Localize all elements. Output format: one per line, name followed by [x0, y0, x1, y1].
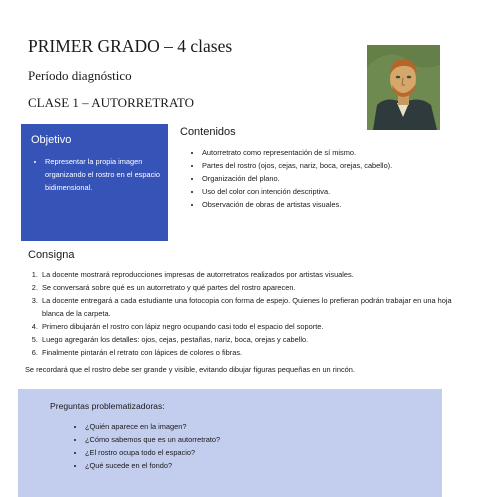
question-item: • ¿Qué sucede en el fondo?: [85, 459, 220, 472]
self-portrait-image: [367, 45, 440, 130]
period-label: Período diagnóstico: [28, 68, 132, 83]
list-item: • Observación de obras de artistas visuales.: [202, 198, 417, 211]
question-item: • ¿Quién aparece en la imagen?: [85, 420, 220, 433]
page-title: PRIMER GRADO – 4 clases: [28, 36, 233, 56]
step-item: 2. Se conversará sobre qué es un autorretrato y qué partes del rostro aparecen.: [40, 281, 460, 294]
question-item: • ¿Cómo sabemos que es un autorretrato?: [85, 433, 220, 446]
objetivo-box: [21, 124, 168, 241]
contenidos-list: [193, 146, 417, 211]
preguntas-title: Preguntas problematizadoras:: [50, 401, 165, 411]
self-portrait-painting-icon: [367, 45, 440, 130]
list-item: • Uso del color con intención descriptiva.: [202, 185, 417, 198]
step-item: 4. Primero dibujarán el rostro con lápiz negro ocupando casi todo el espacio del soporte.: [40, 320, 460, 333]
consigna-title: Consigna: [28, 249, 75, 261]
contenidos-title: Contenidos: [180, 126, 236, 138]
preguntas-list: [76, 420, 220, 472]
question-item: • ¿El rostro ocupa todo el espacio?: [85, 446, 220, 459]
objetivo-list: [36, 155, 170, 194]
consigna-steps: [30, 268, 460, 359]
preguntas-box: [18, 389, 442, 497]
step-item: 6. Finalmente pintarán el retrato con lápices de colores o fibras.: [40, 346, 460, 359]
list-item: • Representar la propia imagen organizando el rostro en el espacio bidimensional.: [45, 155, 170, 194]
list-item: • Autorretrato como representación de sí mismo.: [202, 146, 417, 159]
class-title: CLASE 1 – AUTORRETRATO: [28, 95, 195, 110]
consigna-closing: Se recordará que el rostro debe ser grande y visible, evitando dibujar figuras pequeñas en un rincón.: [25, 365, 355, 374]
list-item: • Organización del plano.: [202, 172, 417, 185]
step-item: 1. La docente mostrará reproducciones impresas de autorretratos realizados por artistas visuales.: [40, 268, 460, 281]
step-item: 3. La docente entregará a cada estudiante una fotocopia con forma de espejo. Quienes lo prefieran podrán trabajar en una hoja blanca de la carpeta.: [40, 294, 460, 320]
objetivo-title: Objetivo: [31, 134, 72, 146]
list-item: • Partes del rostro (ojos, cejas, nariz, boca, orejas, cabello).: [202, 159, 417, 172]
step-item: 5. Luego agregarán los detalles: ojos, cejas, pestañas, nariz, boca, orejas y cabello.: [40, 333, 460, 346]
